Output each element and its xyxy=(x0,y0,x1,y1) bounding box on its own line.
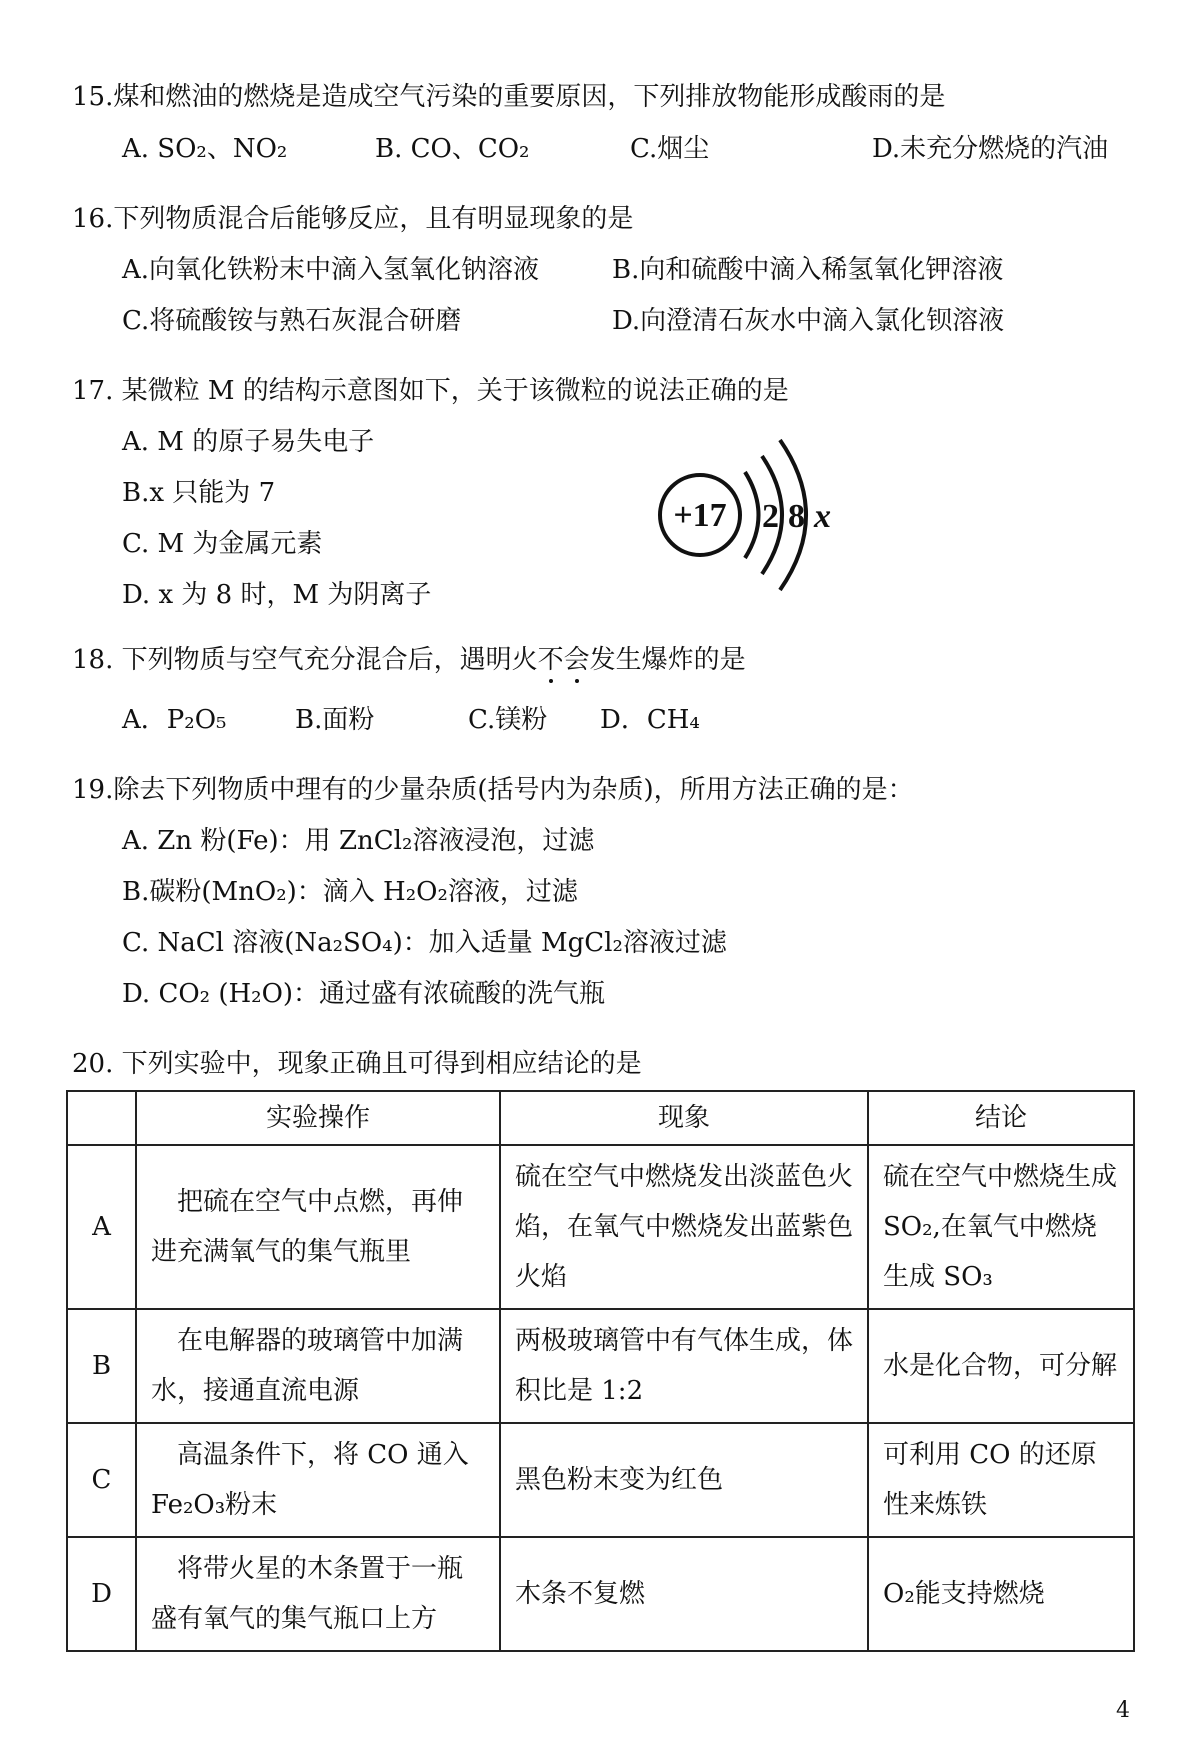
table-row xyxy=(67,1145,1134,1309)
row-operation: 把硫在空气中点燃，再伸进充满氧气的集气瓶里 xyxy=(136,1145,500,1309)
shell-3-electrons: x xyxy=(814,498,831,535)
row-phenomenon: 硫在空气中燃烧发出淡蓝色火焰，在氧气中燃烧发出蓝紫色火焰 xyxy=(500,1145,868,1309)
q15-option-b: B. CO、CO₂ xyxy=(375,134,530,164)
header-label xyxy=(67,1091,136,1145)
row-operation: 高温条件下，将 CO 通入 Fe₂O₃粉末 xyxy=(136,1423,500,1537)
q18-option-d: D．CH₄ xyxy=(600,705,700,735)
q20-title: 20. 下列实验中，现象正确且可得到相应结论的是 xyxy=(72,1049,642,1079)
q18-option-b: B.面粉 xyxy=(295,705,375,735)
q18-title-part1: 18. 下列物质与空气充分混合后，遇明火 xyxy=(72,645,538,675)
row-conclusion: 可利用 CO 的还原性来炼铁 xyxy=(868,1423,1134,1537)
q17-option-a: A. M 的原子易失电子 xyxy=(122,427,375,457)
row-label: C xyxy=(67,1423,136,1537)
q17-option-b: B.x 只能为 7 xyxy=(122,478,276,508)
q19-option-c: C. NaCl 溶液(Na₂SO₄)：加入适量 MgCl₂溶液过滤 xyxy=(122,928,727,958)
q15-option-a: A. SO₂、NO₂ xyxy=(122,134,288,164)
q17-option-d: D. x 为 8 时，M 为阴离子 xyxy=(122,580,432,610)
row-label: B xyxy=(67,1309,136,1423)
header-conclusion: 结论 xyxy=(868,1091,1134,1145)
electron-shell-1 xyxy=(745,472,759,558)
q18-emphasis-2: 会 xyxy=(563,645,590,675)
q18-title-part2: 发生爆炸的是 xyxy=(589,645,746,675)
row-conclusion: 水是化合物，可分解 xyxy=(868,1309,1134,1423)
q17-option-c: C. M 为金属元素 xyxy=(122,529,323,559)
q18-option-c: C.镁粉 xyxy=(468,705,548,735)
header-operation: 实验操作 xyxy=(136,1091,500,1145)
shell-2-electrons: 8 xyxy=(788,498,805,535)
table-row xyxy=(67,1537,1134,1651)
q16-option-b: B.向和硫酸中滴入稀氢氧化钾溶液 xyxy=(612,255,1004,285)
q17-title: 17. 某微粒 M 的结构示意图如下，关于该微粒的说法正确的是 xyxy=(72,376,789,406)
q16-option-a: A.向氧化铁粉末中滴入氢氧化钠溶液 xyxy=(122,255,540,285)
row-conclusion: 硫在空气中燃烧生成SO₂,在氧气中燃烧生成 SO₃ xyxy=(868,1145,1134,1309)
page-number: 4 xyxy=(1116,1698,1130,1723)
row-label: D xyxy=(67,1537,136,1651)
q19-option-d: D. CO₂ (H₂O)：通过盛有浓硫酸的洗气瓶 xyxy=(122,979,606,1009)
row-phenomenon: 两极玻璃管中有气体生成，体积比是 1:2 xyxy=(500,1309,868,1423)
q15-option-c: C.烟尘 xyxy=(630,134,710,164)
atom-structure-diagram xyxy=(650,430,870,600)
q19-option-a: A. Zn 粉(Fe)：用 ZnCl₂溶液浸泡，过滤 xyxy=(122,826,595,856)
q16-option-d: D.向澄清石灰水中滴入氯化钡溶液 xyxy=(612,306,1005,336)
q19-option-b: B.碳粉(MnO₂)：滴入 H₂O₂溶液，过滤 xyxy=(122,877,578,907)
row-label: A xyxy=(67,1145,136,1309)
header-phenomenon: 现象 xyxy=(500,1091,868,1145)
q16-title: 16.下列物质混合后能够反应，且有明显现象的是 xyxy=(72,204,634,234)
q19-title: 19.除去下列物质中理有的少量杂质(括号内为杂质)，所用方法正确的是： xyxy=(72,775,914,805)
shell-1-electrons: 2 xyxy=(762,498,779,535)
table-header-row xyxy=(67,1091,1134,1145)
row-conclusion: O₂能支持燃烧 xyxy=(868,1537,1134,1651)
experiment-table xyxy=(66,1090,1135,1652)
q15-option-d: D.未充分燃烧的汽油 xyxy=(872,134,1109,164)
q15-title: 15.煤和燃油的燃烧是造成空气污染的重要原因，下列排放物能形成酸雨的是 xyxy=(72,82,946,112)
row-phenomenon: 黑色粉末变为红色 xyxy=(500,1423,868,1537)
q18-title xyxy=(72,643,746,677)
q18-option-a: A．P₂O₅ xyxy=(122,705,227,735)
row-phenomenon: 木条不复燃 xyxy=(500,1537,868,1651)
table-row xyxy=(67,1423,1134,1537)
table-row xyxy=(67,1309,1134,1423)
q16-option-c: C.将硫酸铵与熟石灰混合研磨 xyxy=(122,306,462,336)
row-operation: 将带火星的木条置于一瓶盛有氧气的集气瓶口上方 xyxy=(136,1537,500,1651)
row-operation: 在电解器的玻璃管中加满水，接通直流电源 xyxy=(136,1309,500,1423)
nucleus-charge: +17 xyxy=(673,497,727,534)
q18-emphasis-1: 不 xyxy=(537,645,564,675)
